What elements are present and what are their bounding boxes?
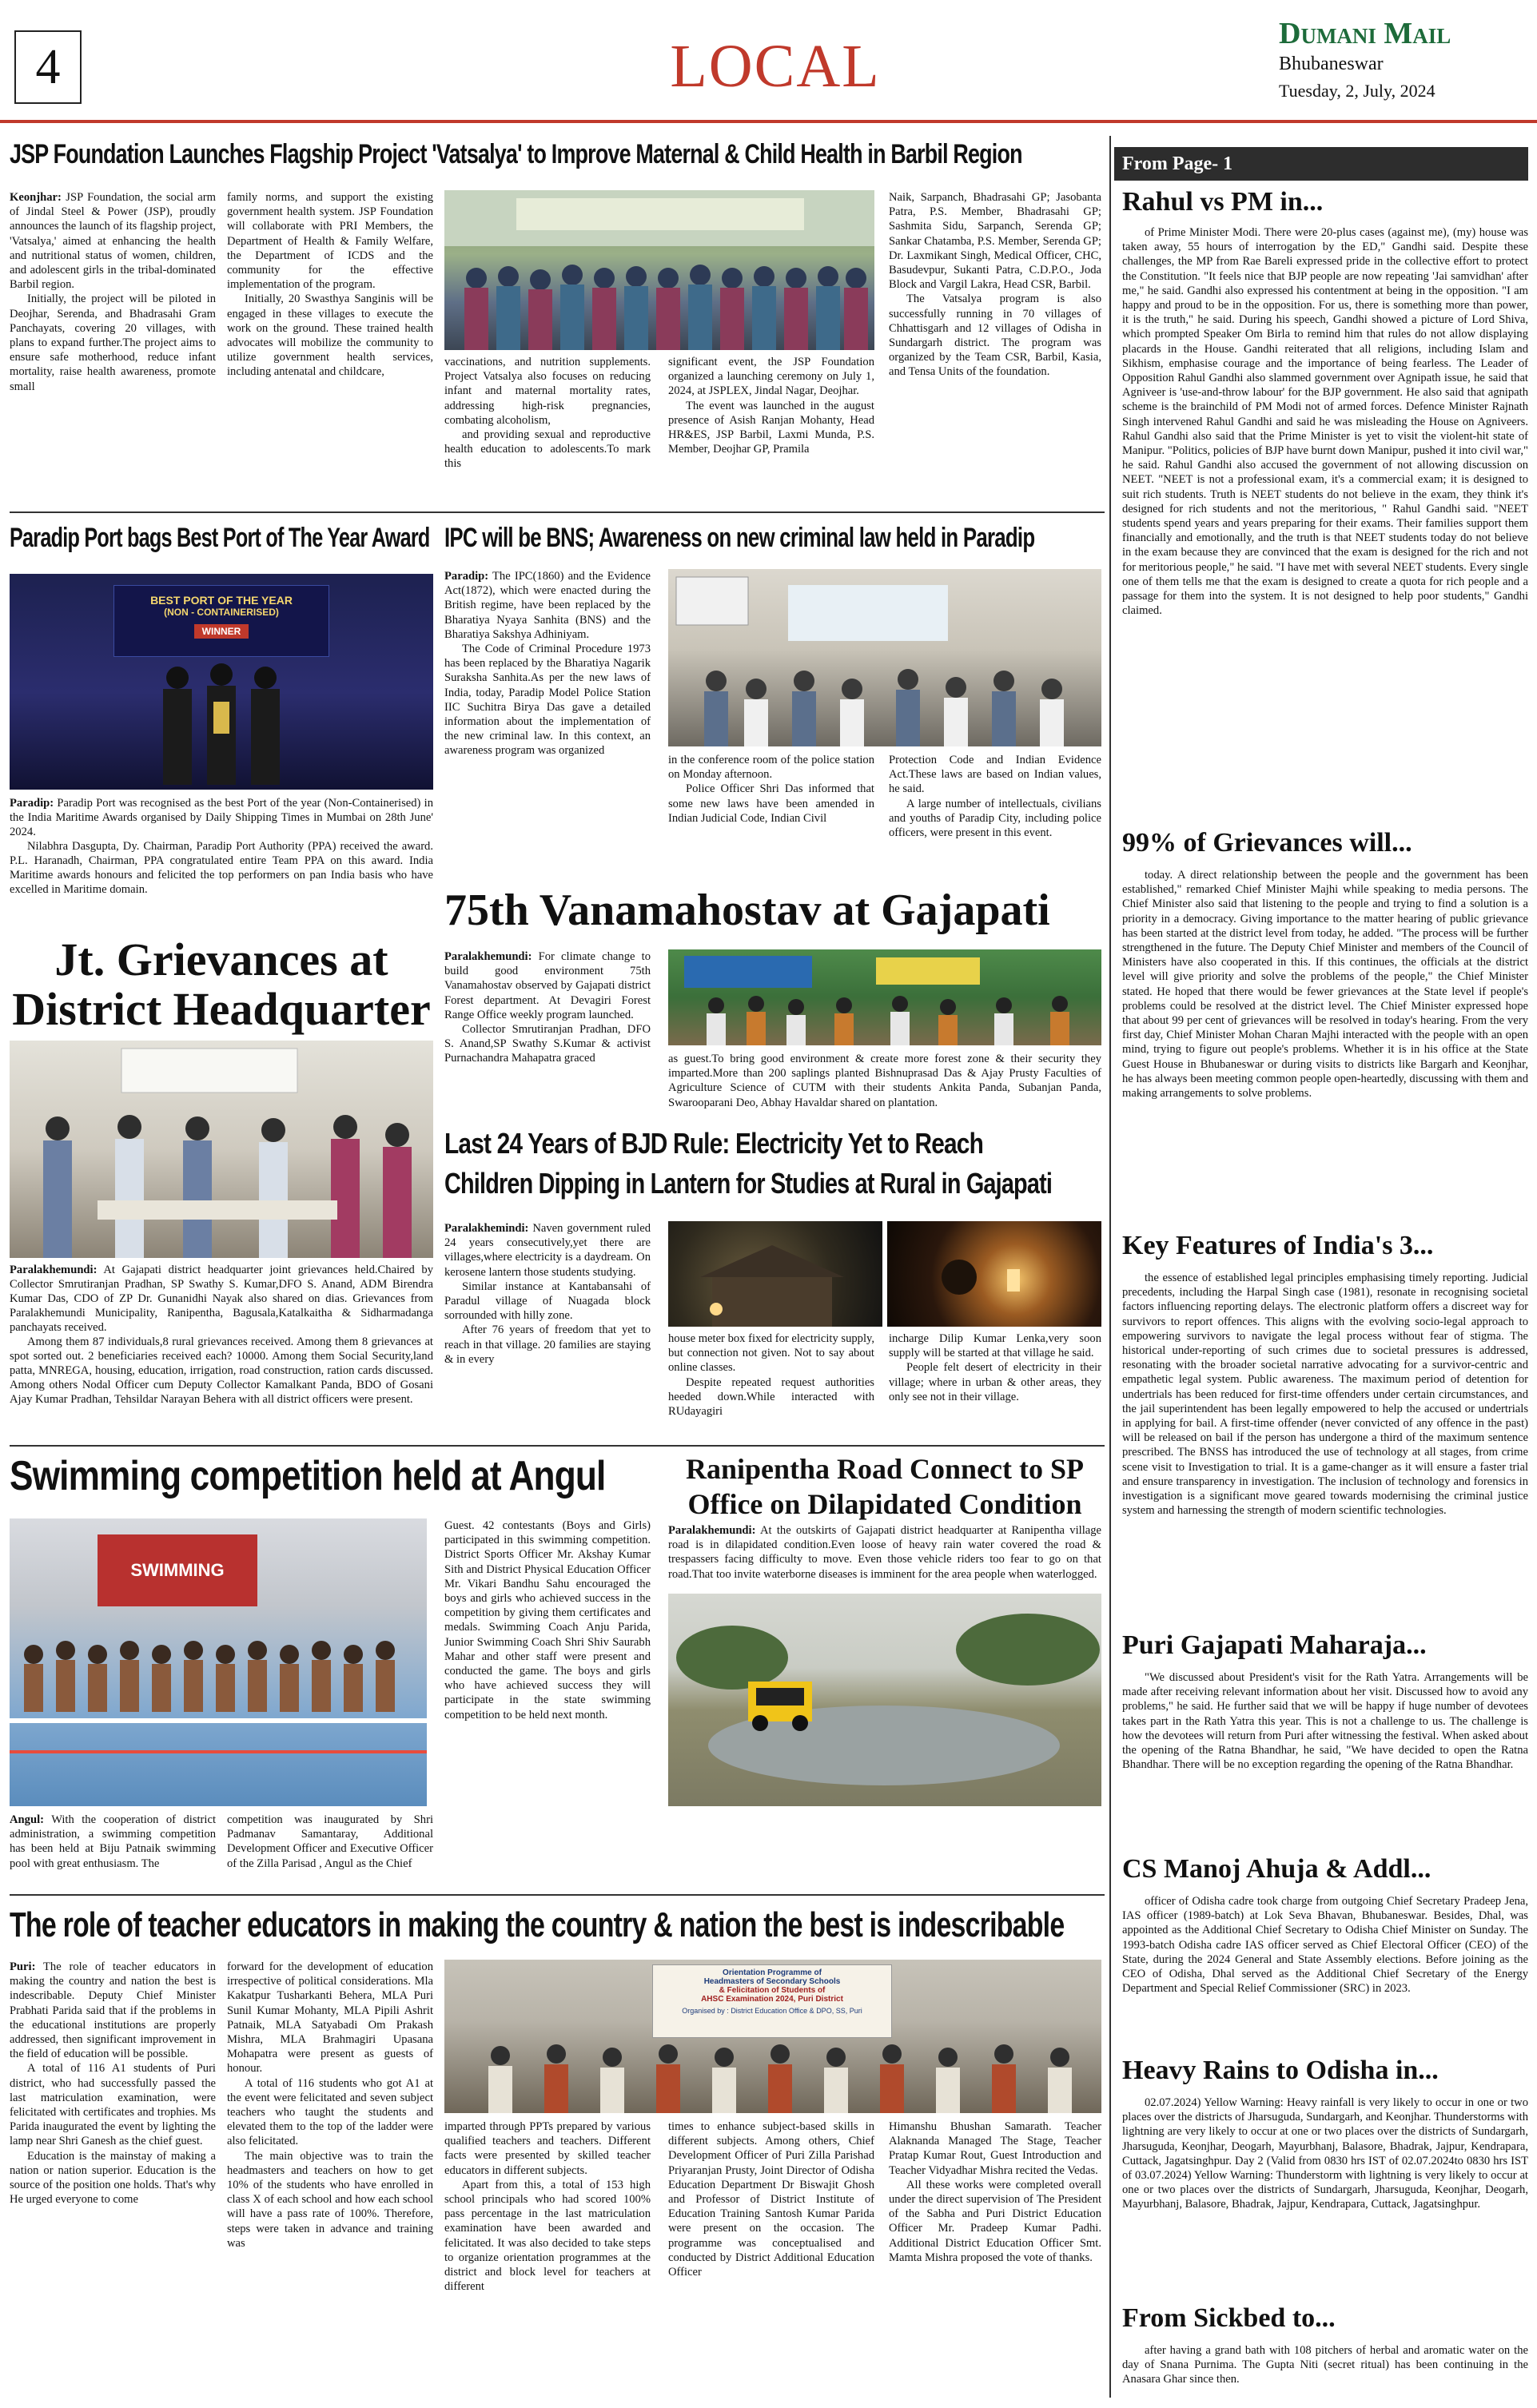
sidebar-story-7-text: after having a grand bath with 108 pitchers of herbal and aromatic water on the day of Snana Purnima. The Gupta Niti (secret ritual) has been continuing in the Anasara Ghar since then. bbox=[1122, 2344, 1528, 2386]
teacher-headline: The role of teacher educators in making the country & nation the best is indescribable bbox=[10, 1905, 1065, 1944]
sidebar-story-5-head: CS Manoj Ahuja & Addl... bbox=[1122, 1854, 1431, 1884]
teacher-event-photo bbox=[444, 1960, 1101, 2113]
date: Tuesday, 2, July, 2024 bbox=[1279, 81, 1435, 101]
vanamahostav-figures bbox=[668, 949, 1101, 1045]
jsp-col-1: Keonjhar: JSP Foundation, the social arm of Jindal Steel & Power (JSP), proudly announces the launch of its flagship project, 'Vatsalya,' aimed at enhancing the health and nutritional status of women, children, and adolescent girls in the tribal-dominated Barbil region. Initially, the project will be piloted in Deojhar, Serenda, and Bhadrasahi Gram Panchayats, covering 20 villages, with plans to expand further.The project aims to ensure safe motherhood, reduce infant mortality, raise health awareness, promote small bbox=[10, 191, 216, 393]
bjd-col-3: incharge Dilip Kumar Lenka,very soon supply will be started at that village he said. People felt desert of electricity in their village; where in urban & other areas, they only see not in their village. bbox=[889, 1332, 1101, 1403]
ipc-col-1: Paradip: The IPC(1860) and the Evidence Act(1872), which were enacted during the British regime, have been replaced by the Bharatiya Nyaya Sanhita (BNS) and the Bharatiya Sakshya Adhiniyam. The Code of Criminal Procedure 1973 has been replaced by the Bharatiya Nagarik Suraksha Sanhita.As per the new laws of India, today, Paradip Model Police Station IIC Suchitra Birya Das gave a detailed information about the implementation of the new criminal law. In this context, an awareness program was organized bbox=[444, 570, 651, 758]
teacher-col-1: Puri: The role of teacher educators in making the country and nation the best is indescribable. Deputy Chief Minister Prabhati Parida said that if the problems in the educational institutions are properly addressed, then significant improvement in the field of education will be possible. A total of 116 A1 students of Puri district, who had successfully passed the last matriculation examination, were felicitated with certificates and trophies. Ms Parida inaugurated the event by lighting the lamp near Shri Ganesh as the chief guest. Education is the mainstay of making a nation or nation superior. Education is the source of the position one holds. That's why He urged everyone to come bbox=[10, 1960, 216, 2207]
jsp-col-5: Naik, Sarpanch, Bhadrasahi GP; Jasobanta Patra, P.S. Member, Bhadrasahi GP; Sashmita Sidu, Sarpanch, Serenda GP; Sankar Chatamba, P.S. Member, Serenda GP; Dr. Laxmikant Singh, Medical Officer, CHC, Basudevpur, Sukanti Patra, C.D.P.O., Joda Block and Vargil Lakra, Head CSR, Barbil. The Vatsalya program is also successfully running in 70 villages of Chhattisgarh and 12 villages of Odisha in Sundargarh district. The program was organized by the Team CSR, Barbil, Kasia, and Tensa Units of the foundation. bbox=[889, 191, 1101, 379]
sidebar-story-3-head: Key Features of India's 3... bbox=[1122, 1231, 1434, 1260]
grievances-text: Paralakhemundi: At Gajapati district headquarter joint grievances held.Chaired by Collector Smrutiranjan Pradhan, SP Swathy S. Kumar,DFO S. Anand, ADM Birendra Kumar Das, CDO of ZP Dr. Gunanidhi Nayak also shared on dias. Grievances from Paralakhemundi Municipality, Ranipentha, Bagusala,Katalkaitha & Sidharmadanga panchayats received. Among them 87 individuals,8 rural grievances received. Among them 8 grievances at spot sorted out. 2 beneficiaries received each? 10000. Among them Social Security,land patta, MNREGA, housing, education, irrigation, road construction, ration cards discussed. Among others Nodal Officer cum Deputy Collector Kamalkant Panda, BDO of Gosani Ajay Kumar Pradhan, Tehsildar Narayan Behera with all district officers were present. bbox=[10, 1264, 433, 1406]
ranipentha-headline: Ranipentha Road Connect to SP Office on Dilapidated Condition bbox=[685, 1453, 1085, 1520]
sidebar-story-5-text: officer of Odisha cadre took charge from outgoing Chief Secretary Pradeep Jena, IAS officer (1989-batch) at Lok Seva Bhavan, Bhubaneswar. Besides, Dhal, was appointed as the Additional Chief Secretary to Odisha Chief Minister on Sunday. The 1993-batch Odisha cadre IAS officer served as Chief Electoral Officer (CEO) of the State, during the 2024 General and State Assembly elections. Before joining as the CEO of Odisha, Dhal served as the Additional Chief Secretary of the Energy Department and Special Relief Commissioner (SRC) in 2023. bbox=[1122, 1895, 1528, 1996]
jsp-group-photo bbox=[444, 190, 874, 350]
grievances-photo bbox=[10, 1041, 433, 1258]
jsp-dateline: Keonjhar: bbox=[10, 191, 62, 204]
sidebar-story-2-text: today. A direct relationship between the people and the government has been established," remarked Chief Minister Majhi while speaking to media persons. The Chief Minister also said that listening to the people and trying to find a solution is a priority in a democracy. Giving importance to the matter hearing of public grievance has been started at the district level from today, he added. "The process will be further strengthened in the future. The Deputy Chief Minister and members of the Council of Ministers have also cooperated in this. If this continues, the officials at the district level will give priority and solve the problems of the people," the Chief Minister stated. He hoped that there would be fewer grievances at the State level if people's problems could be resolved at the district level. The Chief Minister expressed hope that about 99 per cent of grievances will be resolved in today's hearing. From the very first day, Chief Minister Mohan Charan Majhi interacted with the people with an open mind, trying to figure out people's problems. Whether it is in his office at the State Guest House in Bhubaneswar or during visits to districts like Bargarh and Keonjhar, he has always been meeting common people open-heartedly, discussing with them and making arrangements to solve problems. bbox=[1122, 869, 1528, 1101]
swimming-col-3: Guest. 42 contestants (Boys and Girls) participated in this swimming competition. District Sports Officer Mr. Akshay Kumar Sith and District Physical Education Officer Mr. Vikari Bandhu Sahu encouraged the boys and girls who achieved success in the competition by giving them certificates and medals. Swimming Coach Anju Parida, Junior Swimming Coach Shri Shiv Saurabh Mahar and other staff were present and conducted the game. The boys and girls who have achieved success they will participate in the state swimming competition to be held next month. bbox=[444, 1519, 651, 1721]
paradip-port-award-photo bbox=[10, 574, 433, 790]
jsp-col-3: vaccinations, and nutrition supplements. Project Vatsalya also focuses on reducing infant and maternal mortality rates, addressing high-risk pregnancies, combating alcoholism, and providing sexual and reproductive health education to adolescents.To mark this bbox=[444, 356, 651, 471]
swimming-poster: SWIMMING bbox=[98, 1534, 257, 1606]
ipc-headline: IPC will be BNS; Awareness on new criminal law held in Paradip bbox=[444, 523, 1035, 553]
sidebar-label: From Page- 1 bbox=[1114, 147, 1528, 181]
sidebar-story-1-text: of Prime Minister Modi. There were 20-plus cases (against me), (my) house was taken away, 55 hours of interrogation by the ED," Gandhi said. Despite these challenges, the MP from Rae Bareli expressed pride in the collective effort to protect the Constitution. "It feels nice that BJP people are now repeating 'Jai samvidhan' after me," he said. Gandhi also expressed his contentment at being in the opposition. "I am happy and proud to be in the opposition. For us, there is something more than power, it is the truth," he said. During his speech, Gandhi showed a picture of Lord Shiva, which prompted Speaker Om Birla to remind him that rules do not allow displaying placards in the House. Gandhi reiterated that all religions, including Islam and Sikhism, emphasise courage and the importance of being fearless. The Leader of Opposition Rahul Gandhi also slammed government over Agnipath issue, he said that Agniveer is 'use-and-throw labour' for the BJP government. He also said that agnipath scheme is the brainchild of PM Modi not of armed forces. Defence Minister Rajnath Singh intervened Rahul Gandhi and said he was misleading the House on Agniveers. Rahul Gandhi also said that the Prime Minister is yet to visit the violent-hit state of Manipur. "Politics, policies of BJP have burnt down Manipur, pushed it into civil war," he said. Rahul Gandhi also accused the government of not allowing discussion on NEET. "NEET is not a professional exam, it's a commercial exam; it is designed to suit rich students. Truth is NEET students do not believe in the exam, they think it's designed for rich students and not the meritorious, " Rahul Gandhi said. "NEET students spend years and years preparing for their exams. Their families support them financially and emotionally, and the truth is that NEET students today do not believe in the exam because they are convinced that the exam is designed for the rich and not for meritorious people," he said. "I have met with several NEET students. Every single one of them tells me that the exam is designed to create a quota for rich people and a passage for them into the system. It is not designed to help poor students," Gandhi claimed. bbox=[1122, 226, 1528, 618]
city: Bhubaneswar bbox=[1279, 54, 1384, 74]
teacher-col-4: times to enhance subject-based skills in different subjects. Among others, Chief Development Officer of Puri Zilla Parishad Priyaranjan Prusty, Joint Director of Odisha Education Department Dr Biswajit Ghosh and Professor of District Institute of Education Training Santosh Kumar Parida were present on the occasion. The programme was conceptualised and conducted by District Additional Education Officer bbox=[668, 2120, 874, 2279]
swimmers-figures bbox=[10, 1518, 427, 1806]
jsp-col-4: significant event, the JSP Foundation organized a launching ceremony on July 1, 2024, at JSPLEX, Jindal Nagar, Deojhar. The event was launched in the august presence of Asish Ranjan Mohanty, Head HR&ES, JSP Barbil, Laxmi Munda, P.S. Member, Deojhar GP, Pramila bbox=[668, 356, 874, 456]
sidebar-story-4-text: "We discussed about President's visit for the Rath Yatra. Arrangements will be made after receiving relevant information about her visit. Discussed how to avoid any problems," he said. He further said that we will be happy if huge number of devotees takes part in the Rath Yatra this year. This is not a challenge to us. The challenge is how the devotees will return from Puri after witnessing the festival. When asked about the opening of the Ratna Bhandhar, he said, "We have decided to open the Ratna Bhandhar. There will be no exception regarding the opening of the Ratna Bhandhar. bbox=[1122, 1671, 1528, 1772]
sidebar-story-6-text: 02.07.2024) Yellow Warning: Heavy rainfall is very likely to occur in one or two places over the districts of Jharsuguda, Sundargarh, and Keonjhar. Thunderstorms with lightning are very likely to occur at one or two places over the districts of Sundargarh, Jharsuguda, Keonjhar, Deogarh, Mayurbhanj, Balasore, Bhadrak, Jajpur, Kendrapara, Cuttack, Jagatsinghpur. Day 2 (Valid from 0830 hrs IST of 02.07.2024to 0830 hrs IST of 03.07.2024) Yellow Warning: Thunderstorm with lightning is very likely to occur at one or two places over the districts of Sundargarh, Jharsuguda, Keonjhar, Deogarh, Mayurbhanj, Balasore, Bhadrak, Jajpur, Kendrapara, Cuttack, Jagatsinghpur. bbox=[1122, 2096, 1528, 2211]
award-banner: BEST PORT OF THE YEAR (NON - CONTAINERISED) WINNER bbox=[113, 585, 329, 657]
sidebar-divider bbox=[1109, 136, 1111, 2398]
award-people bbox=[10, 574, 433, 790]
page-number: 4 bbox=[35, 40, 61, 94]
swimming-col-1: Angul: With the cooperation of district administration, a swimming competition has been held at Biju Patnaik swimming pool with great enthusiasm. The bbox=[10, 1813, 217, 1870]
vanamahostav-headline: 75th Vanamahostav at Gajapati bbox=[444, 886, 1050, 935]
paradip-port-text: Paradip: Paradip Port was recognised as the best Port of the year (Non-Containerised) in the India Maritime Awards organised by Daily Shipping Times in Mumbai on 28th June' 2024. Nilabhra Dasgupta, Dy. Chairman, Paradip Port Authority (PPA) received the award. P.L. Haranadh, Chairman, PPA congratulated entire Team PPA on this award. India Maritime awards honours and felicited the top performers on pan India basis who have excelled in Maritime domain. bbox=[10, 797, 433, 896]
divider bbox=[10, 511, 1105, 513]
sidebar-story-1-head: Rahul vs PM in... bbox=[1122, 187, 1324, 217]
ranipentha-text: Paralakhemundi: At the outskirts of Gajapati district headquarter at Ranipentha village road is in dilapidated condition.Even loose of heavy rain water covered the road & trespassers facing difficulty to move. Even those vehicle riders too fear to go on that road.That too invite waterborne diseases is imminent for the area people when waterlogged. bbox=[668, 1524, 1102, 1581]
paper-name: Dumani Mail bbox=[1279, 17, 1451, 50]
jsp-headline: JSP Foundation Launches Flagship Project 'Vatsalya' to Improve Maternal & Child Health in Barbil Region bbox=[10, 139, 1022, 169]
vanamahostav-col-1: Paralakhemundi: For climate change to build good environment 75th Vanamahostav observed by Gajapati district Forest department. At Devagiri Forest Range Office weekly program launched. Collector Smrutiranjan Pradhan, DFO S. Anand,SP Swathy S.Kumar & activist Purnachandra Mahapatra graced bbox=[444, 950, 651, 1065]
sidebar-story-3-text: the essence of established legal principles emphasising timely reporting. Judicial precedents, including the Harpal Singh case (1981), resonate in recognising societal factors influencing reporting delays. The electronic platform offers a discreet way for survivors to report offences. This aligns with the evolving socio-legal approach to empowering survivors to navigate the legal process without fear of stigma. The historical under-reporting of such crimes due to societal pressures is addressed, resonating with the broader societal narrative advocating for a survivor-centric and empathetic legal system. Public awareness. The maximum period of detention for undertrials has been reduced for first-time offenders under certain circumstances, and the jail superintendent has been legally empowered to help the accused or undertrials in applying for bail. A first-time offender (never convicted of any offence in the past) will be released on bail if the person has undergone a third of the maximum sentence prescribed. The BNSS has introduced the use of technology at all stages, from crime scene visit to Investigation to trial. It is a game-changer as it will ensure a faster trial and ensure transparency in investigation. The inclusion of technology and forensics in investigation is a significant move geared towards modernising the criminal justice system and harnessing the strength of modern scientific technologies. bbox=[1122, 1272, 1528, 1518]
ipc-col-3: Protection Code and Indian Evidence Act.These laws are based on Indian values, he said. A large number of intellectuals, civilians and youths of Paradip City, including police officers, were present in this event. bbox=[889, 754, 1101, 840]
sidebar-story-6-head: Heavy Rains to Odisha in... bbox=[1122, 2056, 1439, 2085]
bjd-col-2: house meter box fixed for electricity supply, but connection not given. Not to say about online classes. Despite repeated request authorities heeded down.While interacted with RUdayagiri bbox=[668, 1332, 875, 1419]
section-title: LOCAL bbox=[670, 33, 881, 100]
teacher-col-2: forward for the development of education irrespective of political considerations. Mla Kakatpur Tusharkanti Behera, MLA Puri Sunil Kumar Mohanty, MLA Pipili Ashrit Patnaik, MLA Satyabadi Om Prakash Mishra, MLA Brahmagiri Upasana Mohapatra were present as guests of honour. A total of 116 students who got A1 at the event were felicitated and seven subject teachers who taught the students and elevated them to the top of the ladder were also felicitated. The main objective was to train the headmasters and teachers on how to get 10% of the students who have enrolled in class X of each school and how each school will have a pass rate of 100%. Therefore, steps were taken in advance and training was bbox=[227, 1960, 433, 2250]
bjd-lantern-figure bbox=[887, 1221, 1101, 1327]
sidebar-story-4-head: Puri Gajapati Maharaja... bbox=[1122, 1630, 1427, 1660]
vanamahostav-col-2: as guest.To bring good environment & create more forest zone & their security they imparted.More than 200 saplings planted Bishnuprasad Das & Ajay Prusty Faculties of Agriculture Science of CUTM with their students Ankita Panda, Subanjan Panda, Swarooparani Deo, Abhay Havaldar shared on plantation. bbox=[668, 1053, 1101, 1109]
swimming-photo bbox=[10, 1518, 427, 1806]
bjd-house-figure bbox=[668, 1221, 882, 1327]
paradip-port-headline: Paradip Port bags Best Port of The Year Award bbox=[10, 523, 430, 553]
grievances-headline: Jt. Grievances at District Headquarter bbox=[12, 933, 431, 1035]
bjd-headline: Last 24 Years of BJD Rule: Electricity Yet to Reach Children Dipping in Lantern for Studies at Rural in Gajapati bbox=[444, 1127, 1053, 1200]
ranipentha-road-photo bbox=[668, 1594, 1101, 1806]
teacher-col-3: imparted through PPTs prepared by various qualified teachers and teachers. Different facts were presented by skilled teacher educators in different subjects. Apart from this, a total of 153 high school principals who had scored 100% pass percentage in the last matriculation examination have been awarded and felicitated. It was also decided to take steps to organize orientation programmes at the district and block level for teachers at different bbox=[444, 2120, 651, 2294]
teacher-event-figures bbox=[444, 1960, 1101, 2113]
divider bbox=[10, 1445, 1105, 1447]
bjd-lantern-photo bbox=[887, 1221, 1101, 1327]
grievances-figures bbox=[10, 1041, 433, 1258]
ipc-meeting-figures bbox=[668, 569, 1101, 746]
ipc-col-2: in the conference room of the police station on Monday afternoon. Police Officer Shri Das informed that some new laws have been amended in Indian Judicial Code, Indian Civil bbox=[668, 754, 874, 825]
sidebar-story-7-head: From Sickbed to... bbox=[1122, 2303, 1336, 2333]
swimming-headline: Swimming competition held at Angul bbox=[10, 1453, 606, 1499]
sidebar-story-2-head: 99% of Grievances will... bbox=[1122, 828, 1412, 858]
bjd-col-1: Paralakhemindi: Naven government ruled 24 years consecutively,yet there are villages,where electricity is a daydream. On kerosene lantern those students studying. Similar instance at Kantabansahi of Paradul village of Nuagada block sorrounded with hilly zone. After 76 years of freedom that yet to reach in that village. 20 families are staying & in every bbox=[444, 1222, 651, 1366]
bjd-night-photo bbox=[668, 1221, 882, 1327]
masthead-rule bbox=[0, 120, 1537, 123]
swimming-col-2: competition was inaugurated by Shri Padmanav Samantaray, Additional Development Officer and Executive Officer of the Zilla Parisad , Angul as the Chief bbox=[227, 1813, 433, 1870]
ipc-meeting-photo bbox=[668, 569, 1101, 746]
vanamahostav-photo bbox=[668, 949, 1101, 1045]
divider bbox=[10, 1894, 1105, 1896]
road-figures bbox=[668, 1594, 1101, 1806]
group-photo-figures bbox=[444, 190, 874, 350]
teacher-col-5: Himanshu Bhushan Samarath. Teacher Alaknanda Managed The Stage, Teacher Pratap Kumar Rout, Guest Introduction and Teacher Vidyadhar Mishra recited the Vedas. All these works were completed overall under the direct supervision of The President of the Sabha and Puri District Education Officer Mr. Pradeep Kumar Padhi. Additional District Education Officer Smt. Mamta Mishra proposed the vote of thanks. bbox=[889, 2120, 1101, 2264]
jsp-col-2: family norms, and support the existing government health system. JSP Foundation will collaborate with PRI Members, the Department of Health & Family Welfare, the Department of ICDS and the community for the effective implementation of the program. Initially, 20 Swasthya Sanginis will be engaged in these villages to execute the work on the ground. These trained health advocates will mobilize the community to utilize government health services, including antenatal and childcare, bbox=[227, 191, 433, 379]
teacher-event-banner: Orientation Programme of Headmasters of Secondary Schools & Felicitation of Students of AHSC Examination 2024, Puri District Organised by : District Education Office & DPO, SS, Puri bbox=[652, 1964, 892, 2038]
